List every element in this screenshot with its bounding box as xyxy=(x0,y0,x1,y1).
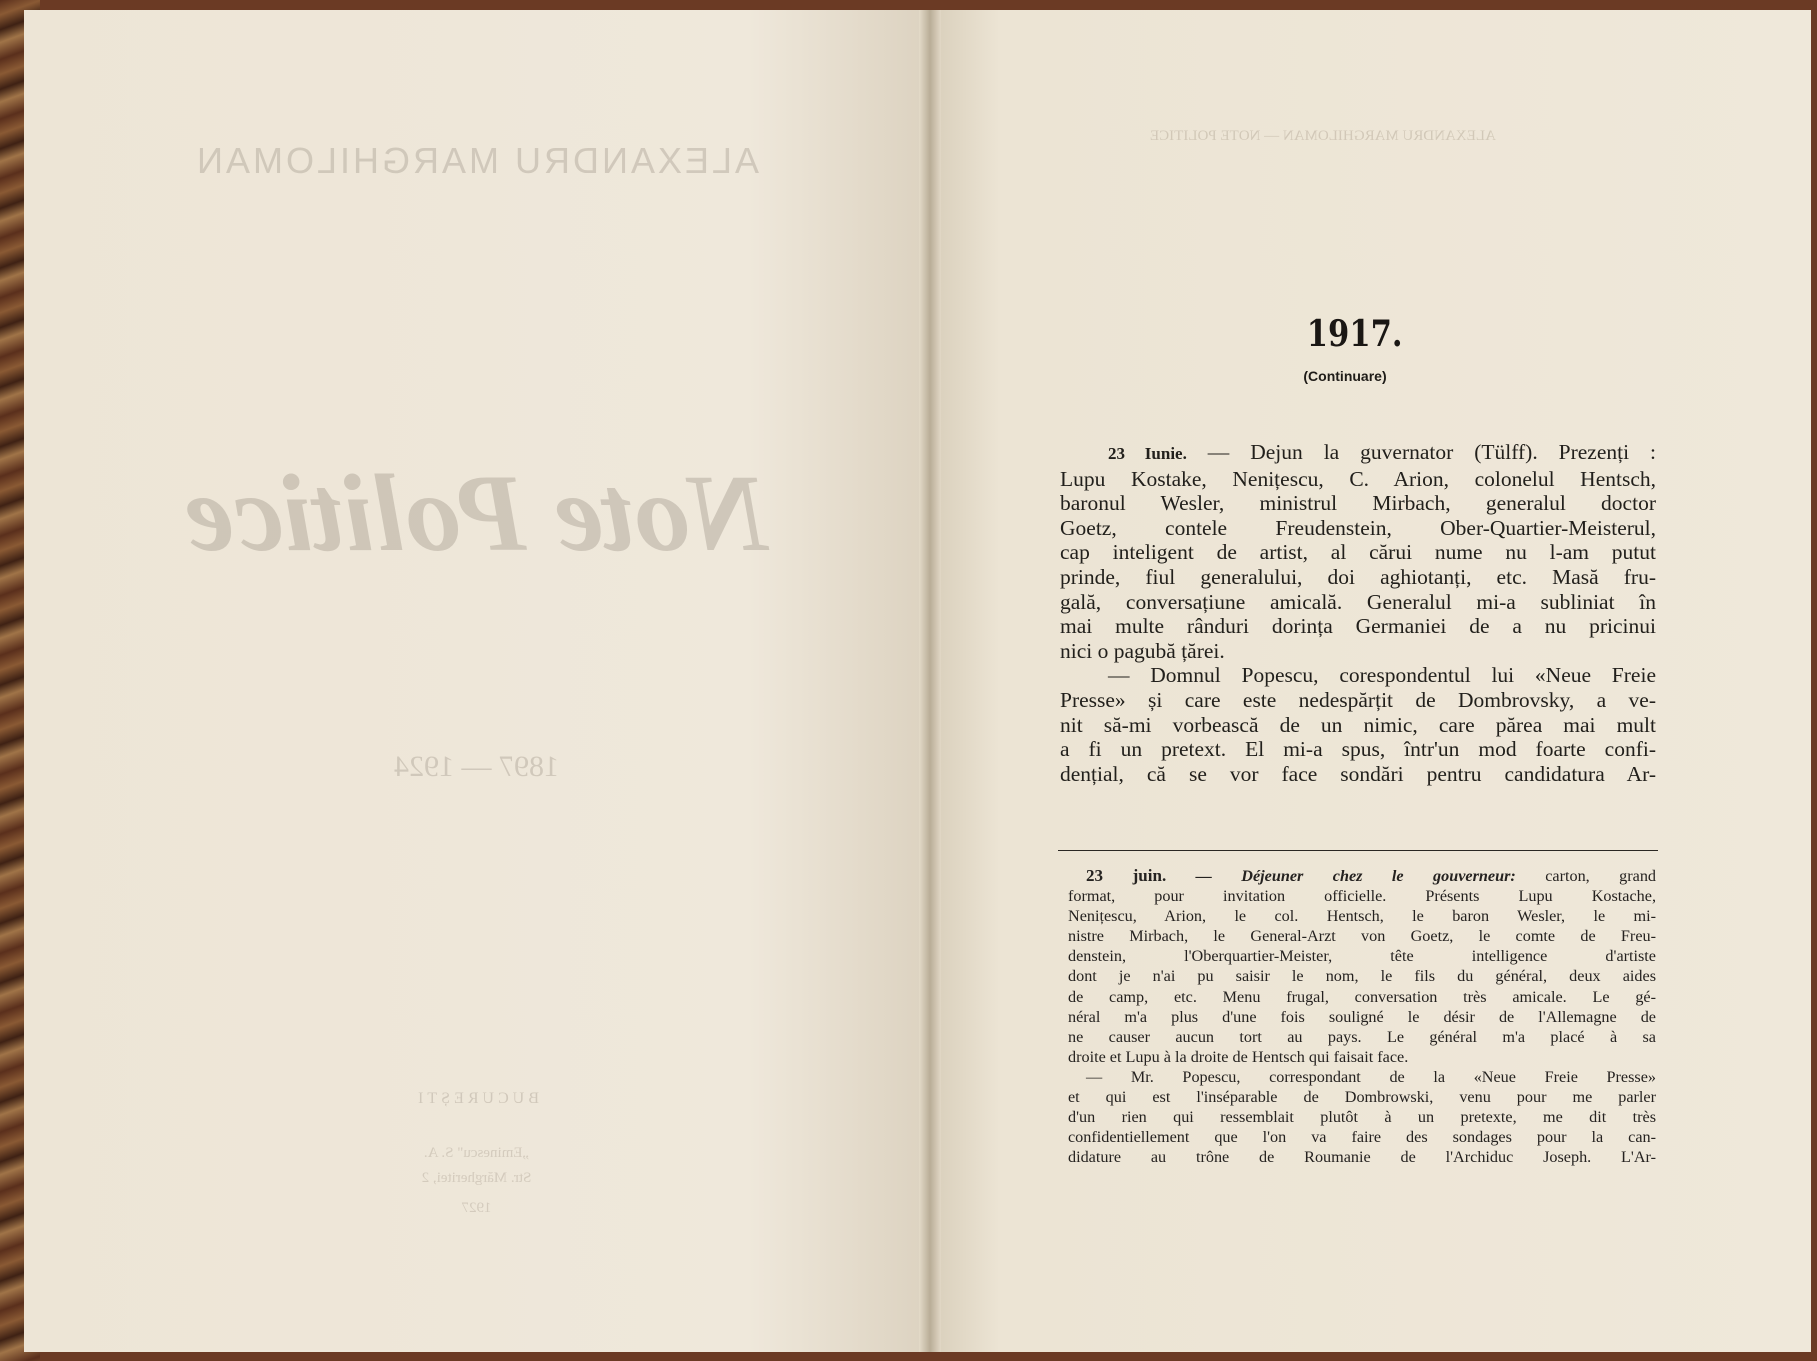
left-page-show-through xyxy=(24,10,929,1352)
text-line: — Mr. Popescu, correspondant de la «Neue Freie Presse» xyxy=(1086,1067,1656,1086)
text-line: cap inteligent de artist, al cărui nume nu l-am putut xyxy=(1060,540,1656,565)
ghost-street: Str. Mărgheritei, 2 xyxy=(421,1170,532,1186)
ghost-years: 1897 — 1924 xyxy=(394,750,559,783)
text-line: Goetz, contele Freudenstein, Ober-Quartier-Meisterul, xyxy=(1060,515,1656,540)
text-line: Presse» și care este nedespărțit de Dombrovsky, a ve- xyxy=(1060,687,1656,712)
french-text xyxy=(1068,866,1656,1167)
ghost-author: ALEXANDRU MARGHILOMAN xyxy=(193,140,760,181)
text-line: ne causer aucun tort au pays. Le général m'a placé à sa xyxy=(1068,1027,1656,1046)
text-line: nit să-mi vorbească de un nimic, care părea mai mult xyxy=(1060,712,1656,737)
entry-date: 23 Iunie. xyxy=(1108,444,1187,463)
text-line: Lupu Kostake, Nenițescu, C. Arion, colonelul Hentsch, xyxy=(1060,466,1656,491)
left-page xyxy=(24,10,929,1352)
text-line: mai multe rânduri dorința Germaniei de a nu pricinui xyxy=(1060,614,1656,639)
text-line: 23 juin. — Déjeuner chez le gouverneur: carton, grand xyxy=(1086,866,1657,885)
entry-date-fr: 23 juin. xyxy=(1086,866,1167,885)
chapter-subtitle: (Continuare) xyxy=(1303,368,1387,384)
text-line: prinde, fiul generalului, doi aghiotanți, etc. Masă fru- xyxy=(1060,564,1656,589)
text-line: denstein, l'Oberquartier-Meister, tête intelligence d'artiste xyxy=(1068,947,1656,966)
text-line: droite et Lupu à la droite de Hentsch qui faisait face. xyxy=(1068,1047,1409,1066)
ghost-printer: „Eminescu" S. A. xyxy=(423,1145,530,1161)
text-line: 23 Iunie. — Dejun la guvernator (Tülff). Prezenți : xyxy=(1108,440,1656,464)
text-line: Nenițescu, Arion, le col. Hentsch, le baron Wesler, le mi- xyxy=(1068,907,1656,926)
text-line: didature au trône de Roumanie de l'Archiduc Joseph. L'Ar- xyxy=(1068,1148,1656,1167)
text-line: baronul Wesler, ministrul Mirbach, generalul doctor xyxy=(1060,491,1656,516)
footnote-rule xyxy=(1058,850,1658,851)
text-line: et qui est l'inséparable de Dombrowski, venu pour me parler xyxy=(1068,1088,1656,1107)
text-line: format, pour invitation officielle. Présents Lupu Kostache, xyxy=(1068,887,1656,906)
text-line: d'un rien qui ressemblait plutôt à un pretexte, me dit très xyxy=(1068,1108,1656,1127)
chapter-year: 1917. xyxy=(1306,313,1403,355)
text-line: — Domnul Popescu, corespondentul lui «Neue Freie xyxy=(1108,663,1656,688)
text-line: confidentiellement que l'on va faire des sondages pour la can- xyxy=(1068,1128,1656,1147)
text-line: nistre Mirbach, le General-Arzt von Goetz, le comte de Freu- xyxy=(1068,927,1656,946)
text-line: de camp, etc. Menu frugal, conversation très amicale. Le gé- xyxy=(1068,987,1656,1006)
book-gutter xyxy=(919,10,941,1352)
text-line: néral m'a plus d'une fois souligné le désir de l'Allemagne de xyxy=(1068,1007,1656,1026)
ghost-title: Note Politice xyxy=(184,452,769,574)
ghost-city: BUCUREȘTI xyxy=(414,1090,539,1107)
text-line: nici o pagubă țărei. xyxy=(1060,638,1225,663)
ghost-running-header: ALEXANDRU MARGHILOMAN — NOTE POLITICE xyxy=(1150,128,1496,144)
text-line: dențial, că se vor face sondări pentru candidatura Ar- xyxy=(1060,761,1656,786)
text-line: dont je n'ai pu saisir le nom, le fils du général, deux aides xyxy=(1068,967,1656,986)
romanian-text xyxy=(1060,440,1656,786)
ghost-year: 1927 xyxy=(461,1200,492,1216)
text-line: gală, conversațiune amicală. Generalul mi-a subliniat în xyxy=(1060,589,1656,614)
text-line: a fi un pretext. El mi-a spus, într'un mod foarte confi- xyxy=(1060,737,1656,762)
